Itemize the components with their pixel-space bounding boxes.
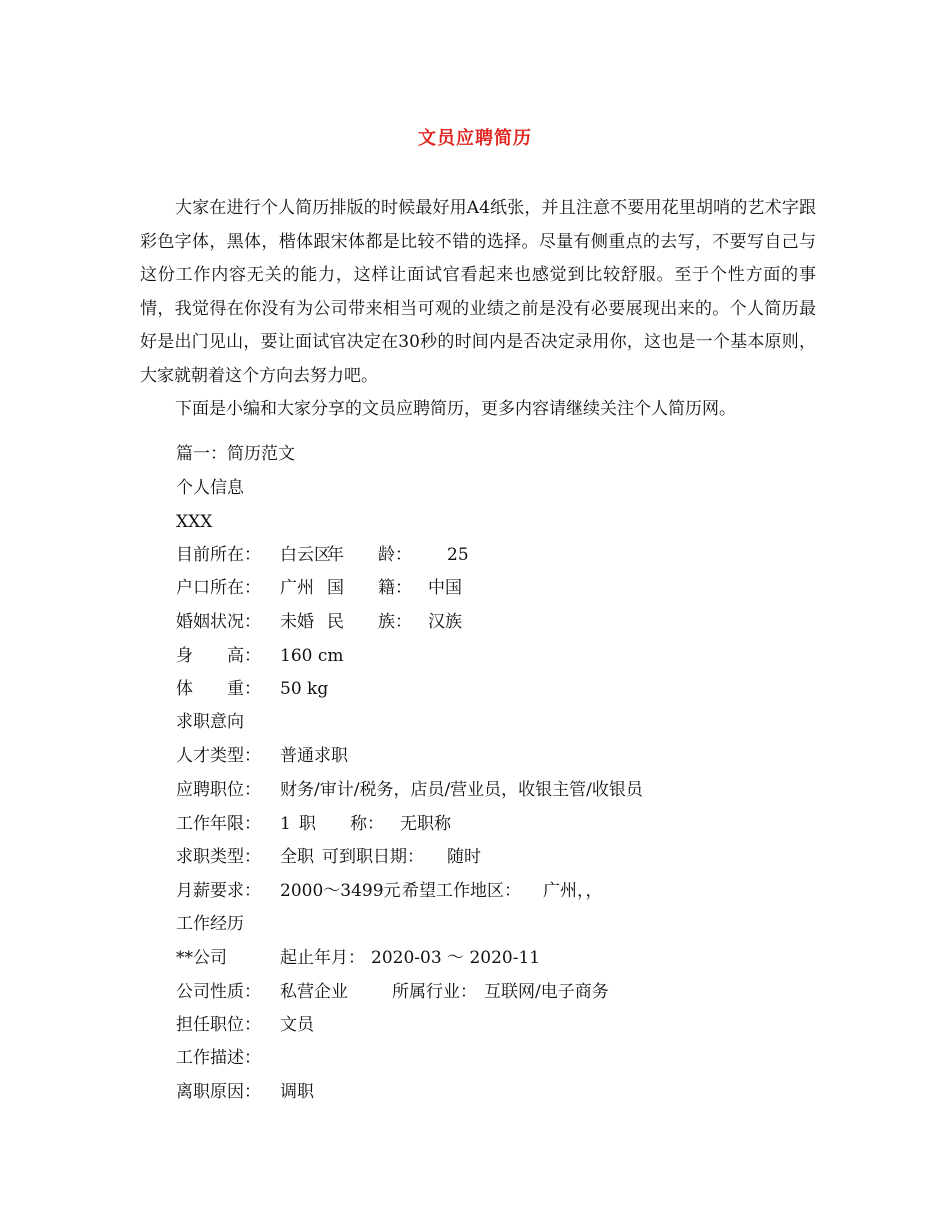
age-label: 年 龄： xyxy=(327,545,412,565)
nature-value: 私营企业 xyxy=(280,982,348,1002)
ethnicity-value: 汉族 xyxy=(428,612,462,632)
leave-value: 调职 xyxy=(280,1082,314,1102)
nationality-label: 国 籍： xyxy=(327,578,412,598)
industry-value: 互联网/电子商务 xyxy=(484,982,609,1002)
area-label: 希望工作地区： xyxy=(402,881,521,901)
years-value: 1 xyxy=(280,814,291,834)
position-value: 财务/审计/税务，店员/营业员，收银主管/收银员 xyxy=(280,780,643,800)
area-value: 广州，， xyxy=(543,881,603,901)
hukou-value: 广州 xyxy=(280,578,314,598)
height-label: 身 高： xyxy=(176,646,261,666)
nature-label: 公司性质： xyxy=(176,982,261,1002)
section-experience: 工作经历 xyxy=(176,914,244,934)
marital-value: 未婚 xyxy=(280,612,314,632)
hukou-label: 户口所在： xyxy=(176,578,261,598)
leave-label: 离职原因： xyxy=(176,1082,261,1102)
salary-value: 2000～3499元 xyxy=(280,881,401,901)
ethnicity-label: 民 族： xyxy=(327,612,412,632)
intro-text xyxy=(140,192,816,427)
period-value: 2020-03 ～ 2020-11 xyxy=(371,948,541,968)
section-personal: 个人信息 xyxy=(176,478,244,498)
company-name: **公司 xyxy=(176,948,227,968)
nationality-value: 中国 xyxy=(428,578,462,598)
start-label: 可到职日期： xyxy=(322,847,424,867)
industry-label: 所属行业： xyxy=(392,982,477,1002)
weight-label: 体 重： xyxy=(176,679,261,699)
location-value: 白云区 xyxy=(280,545,331,565)
years-label: 工作年限： xyxy=(176,814,261,834)
role-label: 担任职位： xyxy=(176,1015,261,1035)
jobtype-value: 全职 xyxy=(280,847,314,867)
intro-paragraph-1: 大家在进行个人简历排版的时候最好用A4纸张，并且注意不要用花里胡哨的艺术字跟彩色字体，黑体，楷体跟宋体都是比较不错的选择。尽量有侧重点的去写，不要写自己与这份工作内容无关的能力，这样让面试官看起来也感觉到比较舒服。至于个性方面的事情，我觉得在你没有为公司带来相当可观的业绩之前是没有必要展现出来的。个人简历最好是出门见山，要让面试官决定在30秒的时间内是否决定录用你，这也是一个基本原则，大家就朝着这个方向去努力吧。 xyxy=(140,198,816,386)
job-title-label: 职 称： xyxy=(299,814,384,834)
talent-value: 普通求职 xyxy=(280,746,348,766)
applicant-name: XXX xyxy=(176,512,213,532)
height-value: 160 cm xyxy=(280,646,344,666)
location-label: 目前所在： xyxy=(176,545,261,565)
desc-label: 工作描述： xyxy=(176,1048,261,1068)
section-article: 篇一：简历范文 xyxy=(176,444,295,464)
jobtype-label: 求职类型： xyxy=(176,847,261,867)
age-value: 25 xyxy=(447,545,469,565)
talent-label: 人才类型： xyxy=(176,746,261,766)
marital-label: 婚姻状况： xyxy=(176,612,261,632)
job-title-value: 无职称 xyxy=(400,814,451,834)
period-label: 起止年月： xyxy=(280,948,365,968)
salary-label: 月薪要求： xyxy=(176,881,261,901)
weight-value: 50 kg xyxy=(280,679,329,699)
position-label: 应聘职位： xyxy=(176,780,261,800)
role-value: 文员 xyxy=(280,1015,314,1035)
intro-paragraph-2: 下面是小编和大家分享的文员应聘简历，更多内容请继续关注个人简历网。 xyxy=(175,399,736,419)
document-title: 文员应聘简历 xyxy=(418,128,532,149)
start-value: 随时 xyxy=(447,847,481,867)
section-intent: 求职意向 xyxy=(176,712,244,732)
